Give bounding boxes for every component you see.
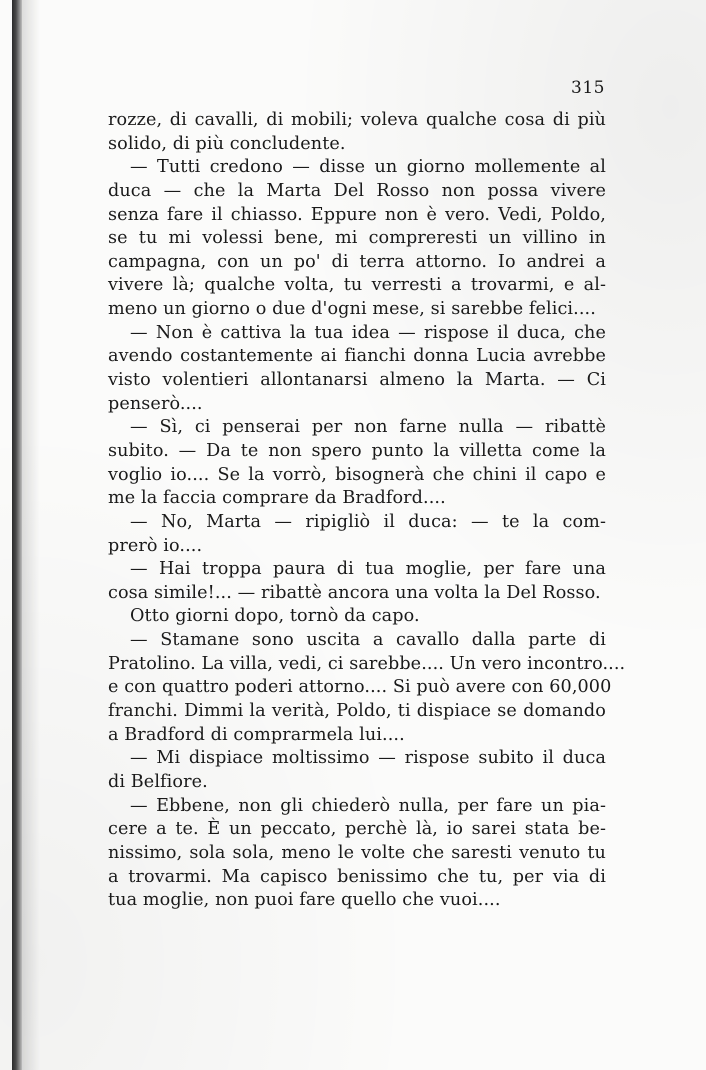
text-line: rozze, di cavalli, di mobili; voleva qualche cosa di più	[108, 110, 606, 130]
page-number: 315	[571, 78, 605, 98]
text-line: — No, Marta — ripigliò il duca: — te la com-	[130, 511, 606, 532]
text-line: — Hai troppa paura di tua moglie, per fare una	[130, 559, 606, 580]
text-line: vivere là; qualche volta, tu verresti a trovarmi, e al-	[108, 275, 606, 296]
text-line: meno un giorno o due d'ogni mese, si sarebbe felici....	[108, 299, 596, 320]
text-line: di Belfiore.	[108, 771, 208, 792]
text-line: tua moglie, non puoi fare quello che vuoi....	[108, 890, 501, 911]
text-line: avendo costantemente ai fianchi donna Lucia avrebbe	[108, 346, 606, 367]
text-line: me la faccia comprare da Bradford....	[108, 488, 446, 509]
text-line: penserò....	[108, 393, 203, 414]
text-line: cosa simile!... — ribattè ancora una volta la Del Rosso.	[108, 582, 601, 603]
text-line: prerò io....	[108, 535, 203, 556]
text-line: campagna, con un po' di terra attorno. Io andrei a	[108, 251, 606, 272]
text-line: — Sì, ci penserai per non farne nulla — ribattè	[130, 417, 606, 438]
text-line: duca — che la Marta Del Rosso non possa vivere	[108, 180, 606, 201]
text-line: senza fare il chiasso. Eppure non è vero. Vedi, Poldo,	[108, 204, 606, 225]
text-line: e con quattro poderi attorno.... Si può avere con 60,000	[108, 677, 612, 698]
text-line: — Mi dispiace moltissimo — rispose subito il duca	[130, 748, 606, 769]
text-line: — Non è cattiva la tua idea — rispose il duca, che	[130, 322, 606, 343]
body-text	[108, 109, 626, 913]
gutter-shadow	[22, 0, 40, 1070]
text-line: Otto giorni dopo, tornò da capo.	[130, 606, 420, 627]
binding-gutter	[12, 0, 22, 1070]
text-line: franchi. Dimmi la verità, Poldo, ti dispiace se domando	[108, 701, 606, 722]
text-line: voglio io.... Se la vorrò, bisognerà che chini il capo e	[108, 464, 606, 485]
text-line: nissimo, sola sola, meno le volte che saresti venuto tu	[108, 842, 606, 863]
text-line: subito. — Da te non spero punto la villetta come la	[108, 440, 606, 461]
text-line: — Tutti credono — disse un giorno mollemente al	[130, 157, 606, 178]
text-line: cere a te. È un peccato, perchè là, io sarei stata be-	[108, 819, 606, 840]
text-line: — Stamane sono uscita a cavallo dalla parte di	[130, 630, 606, 651]
text-line: visto volentieri allontanarsi almeno la Marta. — Ci	[108, 370, 606, 391]
text-line: solido, di più concludente.	[108, 133, 346, 154]
text-line: se tu mi volessi bene, mi compreresti un villino in	[108, 228, 606, 249]
text-line: — Ebbene, non gli chiederò nulla, per fare un pia-	[130, 795, 606, 816]
text-line: a trovarmi. Ma capisco benissimo che tu, per via di	[108, 866, 606, 887]
text-line: Pratolino. La villa, vedi, ci sarebbe.... Un vero incontro....	[108, 653, 626, 674]
text-line: a Bradford di comprarmela lui....	[108, 724, 405, 745]
